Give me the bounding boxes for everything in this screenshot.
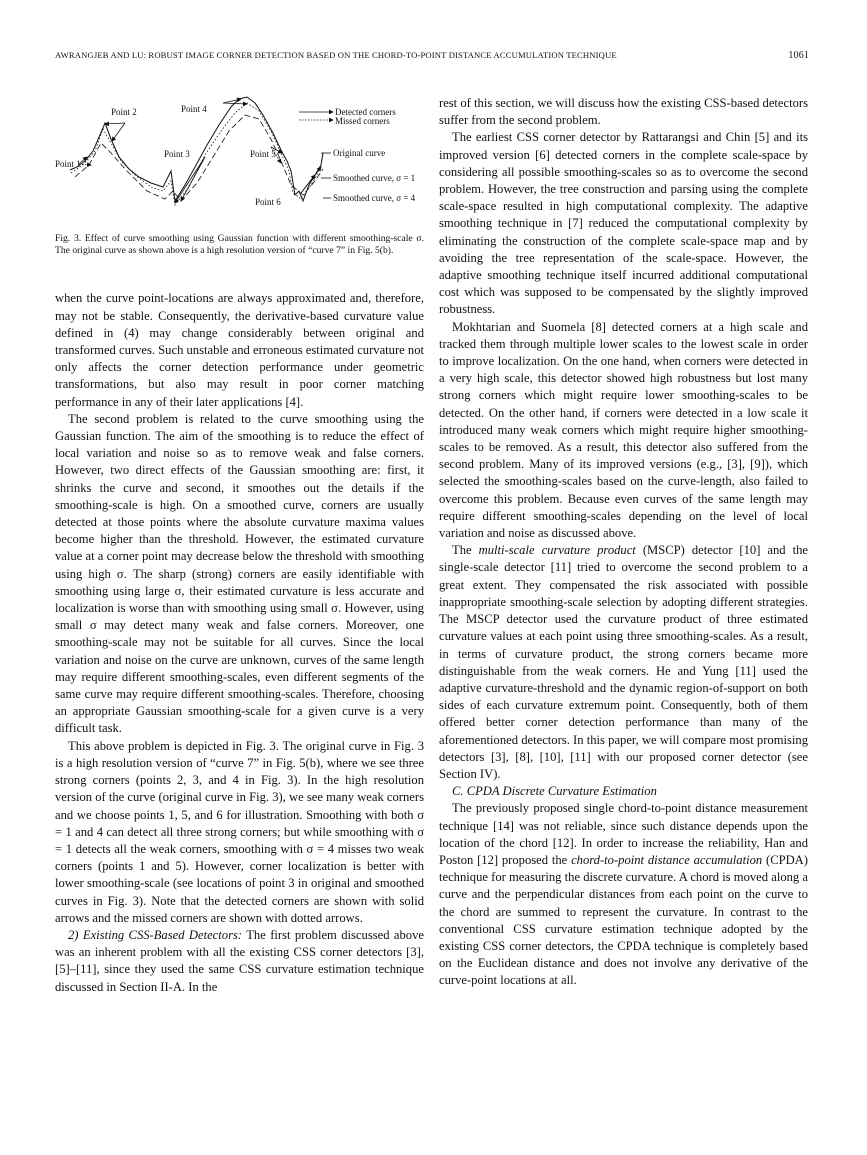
left-column-body: [55, 290, 424, 995]
subsection-label: 2) Existing CSS-Based Detectors:: [68, 927, 243, 942]
paragraph: The previously proposed single chord-to-point distance measurement technique [14] was not reliable, since such distance depends upon the location of the chord [12]. In order to increase the reliability, Han and Poston [12] proposed the chord-to-point distance accumulation (CPDA) technique for measuring the discrete curvature. A chord is moved along a curve and the perpendicular distances from each point on the curve to the chord are summed to represent the curvature. In contrast to the conventional CSS curvature estimation technique adopted by the existing CSS corner detectors, the CPDA technique is completely based on the Euclidean distance and does not involve any derivative of the curve-point locations at all.: [439, 801, 808, 988]
section-heading: C. CPDA Discrete Curvature Estimation: [452, 784, 657, 799]
running-title: AWRANGJEB AND LU: ROBUST IMAGE CORNER DETECTION BASED ON THE CHORD-TO-POINT DISTANCE ACCUMULATION TECHNIQUE: [55, 50, 617, 60]
label-point-1: Point 1: [55, 159, 81, 169]
page-number: 1061: [788, 50, 809, 61]
smoothed-curve-sigma-1: [71, 103, 319, 205]
right-column: [439, 95, 808, 990]
paragraph: The earliest CSS corner detector by Rattarangsi and Chin [5] and its improved version [6] detected corners in the complete scale-space by considering all possible smoothing-scales so as to overcome the second problem. However, the tree construction and parsing using the complete scale-space resulted in high computational complexity. The adaptive smoothing technique in [7] reduced the computational complexity by eliminating the construction of the complete scale-space map and by avoiding the tree representation of the scale-space. However, the adaptive smoothing technique itself incurred additional computational cost which was supposed to be compensated by the slightly improved robustness.: [439, 130, 808, 317]
legend-smoothed-sigma-4: Smoothed curve, σ = 4: [333, 193, 416, 203]
paragraph: The multi-scale curvature product (MSCP) detector [10] and the single-scale detector [11] tried to overcome the second problem to a great extent. They compensated the risk associated with possible inappropriate smoothing-scale selection by adopting different strategies. The MSCP detector used the curvature product of three estimated curvature values at each point using three smoothing-scales. As a result, in terms of curvature product, the strong corners became more distinguishable from the weak corners. He and Yung [11] used the adaptive curvature-threshold and the dynamic region-of-support on both sides of each curvature extremum point. Consequently, both of them offered better corner detection performance than many of the aforementioned detectors. In this paper, we will compare most promising detectors [3], [8], [10], [11] with our proposed corner detector (see Section IV).: [439, 543, 808, 781]
figure-3-diagram: [55, 95, 424, 227]
legend-detected-corners: Detected corners: [335, 107, 396, 117]
paragraph: Mokhtarian and Suomela [8] detected corners at a high scale and tracked them through multiple lower scales to the lowest scale in order to improve localization. On the one hand, when corners were detected in a very high scale, this detector showed high robustness but lost many strong corners which might require lower smoothing-scales to be detected. On the other hand, if corners were detected in a low scale it introduced many weak corners which might require higher smoothing-scales to be removed. As a result, this detector also suffered from the second problem. Many of its improved versions (e.g., [3], [9]), which selected the smoothing-scales based on the curve-length, also failed to overcome this problem. Because even curves of the same length may require different smoothing-scales depending on the level of local variation and noise as discussed above.: [439, 319, 808, 541]
paragraph: This above problem is depicted in Fig. 3. The original curve in Fig. 3 is a high resolution version of “curve 7” in Fig. 5(b), where we see three strong corners (points 2, 3, and 4 in Fig. 3). In the high resolution version of the curve (original curve in Fig. 3), we see many weak corners and we choose points 1, 5, and 6 for illustration. Smoothing with both σ = 1 and 4 can detect all three strong corners; but while smoothing with σ = 1 detects all the weak corners, smoothing with σ = 4 misses two weak corners (points 1 and 5). However, corner localization is better with lower smoothing-scale (see locations of point 3 in original and smoothed curves in Fig. 3). Note that the detected corners are shown with solid arrows and the missed corners are shown with dotted arrows.: [55, 738, 424, 925]
legend-smoothed-sigma-1: Smoothed curve, σ = 1: [333, 173, 416, 183]
figure-3-caption: Fig. 3. Effect of curve smoothing using Gaussian function with different smoothing-scale σ. The original curve as shown above is a high resolution version of “curve 7” in Fig. 5(b).: [55, 233, 424, 257]
figure-3: [55, 95, 424, 227]
running-header: [55, 50, 809, 64]
legend-original-curve: Original curve: [333, 148, 386, 158]
label-point-2: Point 2: [111, 107, 137, 117]
left-column: [55, 95, 424, 996]
legend-missed-corners: Missed corners: [335, 116, 390, 126]
label-point-3: Point 3: [164, 149, 190, 159]
label-point-5: Point 5: [250, 149, 276, 159]
label-point-4: Point 4: [181, 104, 207, 114]
label-point-6: Point 6: [255, 197, 281, 207]
paragraph: The second problem is related to the curve smoothing using the Gaussian function. The aim of the smoothing is to reduce the effect of local variation and noise so as to remove weak and false corners. However, two direct effects of the Gaussian smoothing are: first, it shrinks the curve and second, it smoothes out the details if the smoothing-scale is high. On a smoothed curve, corners are usually detected at those points where the absolute curvature maxima values become higher than the threshold. However, the estimated curvature value at a corner point may decrease below the threshold with smoothing using high σ. The sharp (strong) corners are easily identifiable with smoothing using large σ, their estimated curvature is less accurate and localization is worse than with smoothing using small σ. However, using small σ may detect many weak and false corners. Moreover, one smoothing-scale may not be suitable for all curves. Since the local variation and noise on the curve are unknown, curves of the same length may require different smoothing-scales, even different segments of the same curve may require different smoothing-scales. Therefore, choosing an appropriate Gaussian smoothing-scale for a given curve is a very difficult task.: [55, 411, 424, 736]
paragraph: 2) Existing CSS-Based Detectors: The first problem discussed above was an inherent problem with all the existing CSS corner detectors [3], [5]–[11], since they used the same CSS curvature estimation technique discussed in Section II-A. In the: [55, 927, 424, 994]
paragraph: rest of this section, we will discuss how the existing CSS-based detectors suffer from the second problem.: [439, 96, 808, 128]
paragraph: when the curve point-locations are always approximated and, therefore, may not be stable. Consequently, the derivative-based curvature value defined in (4) may change considerably between original and transformed curves. Such unstable and erroneous estimated curvature not only affects the corner detection performance under geometric transformations, but also may result in poor corner matching performance in any of their later applications [4].: [55, 291, 424, 409]
